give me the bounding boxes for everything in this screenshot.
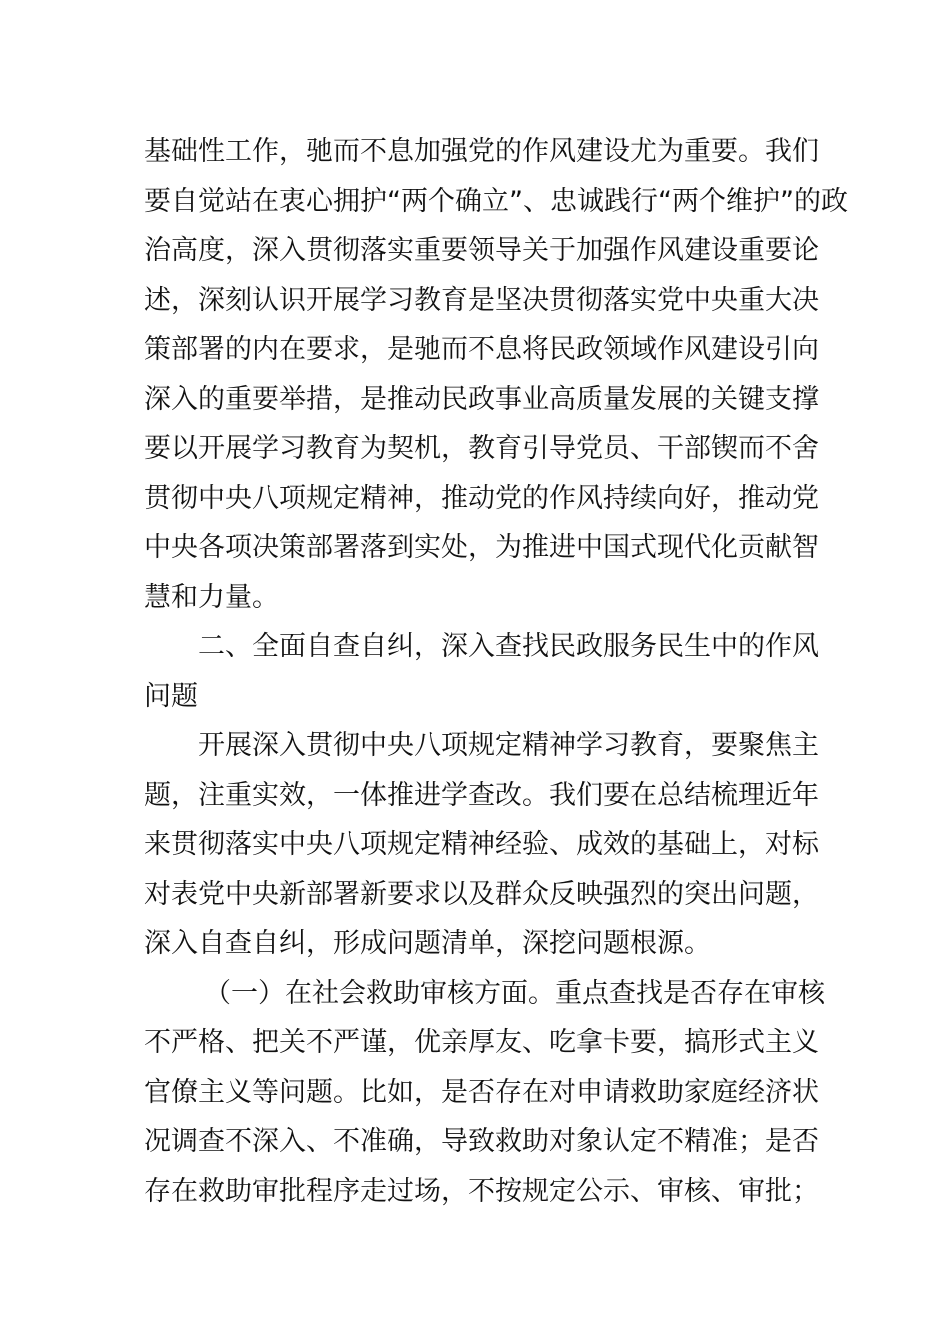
subsection-line: （一）在社会救助审核方面。重点查找是否存在审核 — [204, 977, 825, 1009]
text-line: 要自觉站在衷心拥护“两个确立”、忠诚践行“两个维护”的政 — [144, 185, 848, 217]
section-heading-line: 二、全面自查自纠，深入查找民政服务民生中的作风 — [198, 631, 819, 662]
text-line: 慧和力量。 — [144, 581, 279, 613]
body-text — [144, 127, 848, 1216]
text-line: 不严格、把关不严谨，优亲厚友、吃拿卡要，搞形式主义 — [144, 1027, 819, 1058]
text-line: 来贯彻落实中央八项规定精神经验、成效的基础上，对标 — [144, 829, 819, 860]
text-line: 深入自查自纠，形成问题清单，深挖问题根源。 — [144, 928, 711, 959]
text-line: 基础性工作，驰而不息加强党的作风建设尤为重要。我们 — [144, 136, 819, 167]
section-heading-line: 问题 — [144, 680, 198, 712]
text-line: 题，注重实效，一体推进学查改。我们要在总结梳理近年 — [144, 779, 819, 811]
text-line: 中央各项决策部署落到实处，为推进中国式现代化贡献智 — [144, 532, 819, 563]
text-line: 官僚主义等问题。比如，是否存在对申请救助家庭经济状 — [144, 1076, 819, 1108]
text-line: 要以开展学习教育为契机，教育引导党员、干部锲而不舍 — [144, 433, 819, 464]
text-line: 对表党中央新部署新要求以及群众反映强烈的突出问题， — [144, 878, 819, 910]
text-line: 况调查不深入、不准确，导致救助对象认定不精准；是否 — [144, 1126, 819, 1157]
text-line: 开展深入贯彻中央八项规定精神学习教育，要聚焦主 — [198, 730, 819, 761]
text-line: 策部署的内在要求，是驰而不息将民政领域作风建设引向 — [144, 334, 819, 365]
text-line: 贯彻中央八项规定精神，推动党的作风持续向好，推动党 — [144, 482, 819, 514]
text-line: 深入的重要举措，是推动民政事业高质量发展的关键支撑 — [144, 383, 819, 415]
text-line: 述，深刻认识开展学习教育是坚决贯彻落实党中央重大决 — [144, 284, 819, 316]
text-line: 治高度，深入贯彻落实重要领导关于加强作风建设重要论 — [144, 235, 819, 266]
text-line: 存在救助审批程序走过场，不按规定公示、审核、审批； — [144, 1175, 819, 1207]
